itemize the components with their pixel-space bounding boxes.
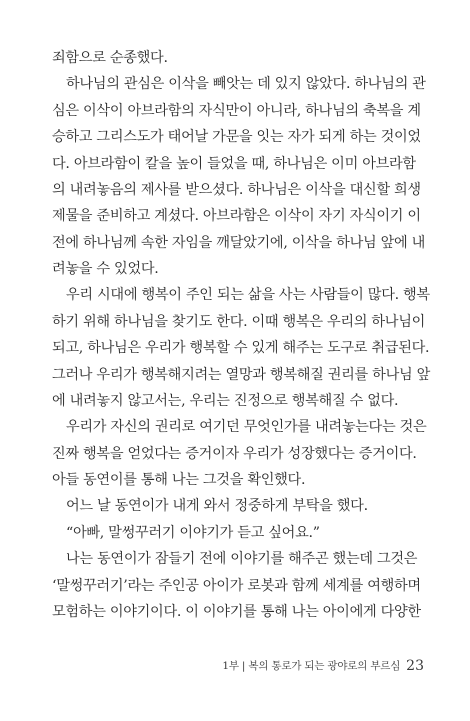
text-line-2: 하나님의 관심은 이삭을 빼앗는 데 있지 않았다. 하나님의 관 xyxy=(66,76,426,92)
text-line-1: 죄함으로 순종했다. xyxy=(52,50,168,66)
text-line-11: 하기 위해 하나님을 찾기도 한다. 이때 행복은 우리의 하나님이 xyxy=(52,314,426,330)
text-line-21: ‘말썽꾸러기’라는 주인공 아이가 로봇과 함께 세계를 여행하며 xyxy=(52,578,421,594)
text-line-19: “아빠, 말썽꾸러기 이야기가 듣고 싶어요.” xyxy=(66,525,320,541)
text-line-18: 어느 날 동연이가 내게 와서 정중하게 부탁을 했다. xyxy=(66,498,368,514)
text-line-22: 모험하는 이야기이다. 이 이야기를 통해 나는 아이에게 다양한 xyxy=(52,604,421,620)
text-line-16: 진짜 행복을 얻었다는 증거이자 우리가 성장했다는 증거이다. xyxy=(52,446,417,462)
page-footer xyxy=(222,653,424,675)
text-line-4: 승하고 그리스도가 태어날 가문을 잇는 자가 되게 하는 것이었 xyxy=(52,129,421,145)
text-line-17: 아들 동연이를 통해 나는 그것을 확인했다. xyxy=(52,472,306,488)
text-line-8: 전에 하나님께 속한 자임을 깨달았기에, 이삭을 하나님 앞에 내 xyxy=(52,235,426,251)
text-line-12: 되고, 하나님은 우리가 행복할 수 있게 해주는 도구로 취급된다. xyxy=(52,340,430,356)
text-line-14: 에 내려놓지 않고서는, 우리는 진정으로 행복해질 수 없다. xyxy=(52,393,399,409)
text-line-6: 의 내려놓음의 제사를 받으셨다. 하나님은 이삭을 대신할 희생 xyxy=(52,182,421,198)
page-number: 23 xyxy=(406,658,424,674)
running-head: 1부 | 복의 통로가 되는 광야로의 부르심 xyxy=(222,660,401,672)
text-line-3: 심은 이삭이 아브라함의 자식만이 아니라, 하나님의 축복을 계 xyxy=(52,103,421,119)
text-line-9: 려놓을 수 있었다. xyxy=(52,261,159,277)
text-line-5: 다. 아브라함이 칼을 높이 들었을 때, 하나님은 이미 아브라함 xyxy=(52,156,416,172)
text-line-10: 우리 시대에 행복이 주인 되는 삶을 사는 사람들이 많다. 행복 xyxy=(66,287,430,303)
text-line-13: 그러나 우리가 행복해지려는 열망과 행복해질 권리를 하나님 앞 xyxy=(52,367,431,383)
text-line-15: 우리가 자신의 권리로 여기던 무엇인가를 내려놓는다는 것은 xyxy=(66,419,427,435)
text-line-20: 나는 동연이가 잠들기 전에 이야기를 해주곤 했는데 그것은 xyxy=(66,551,418,567)
text-line-7: 제물을 준비하고 계셨다. 아브라함은 이삭이 자기 자식이기 이 xyxy=(52,208,421,224)
